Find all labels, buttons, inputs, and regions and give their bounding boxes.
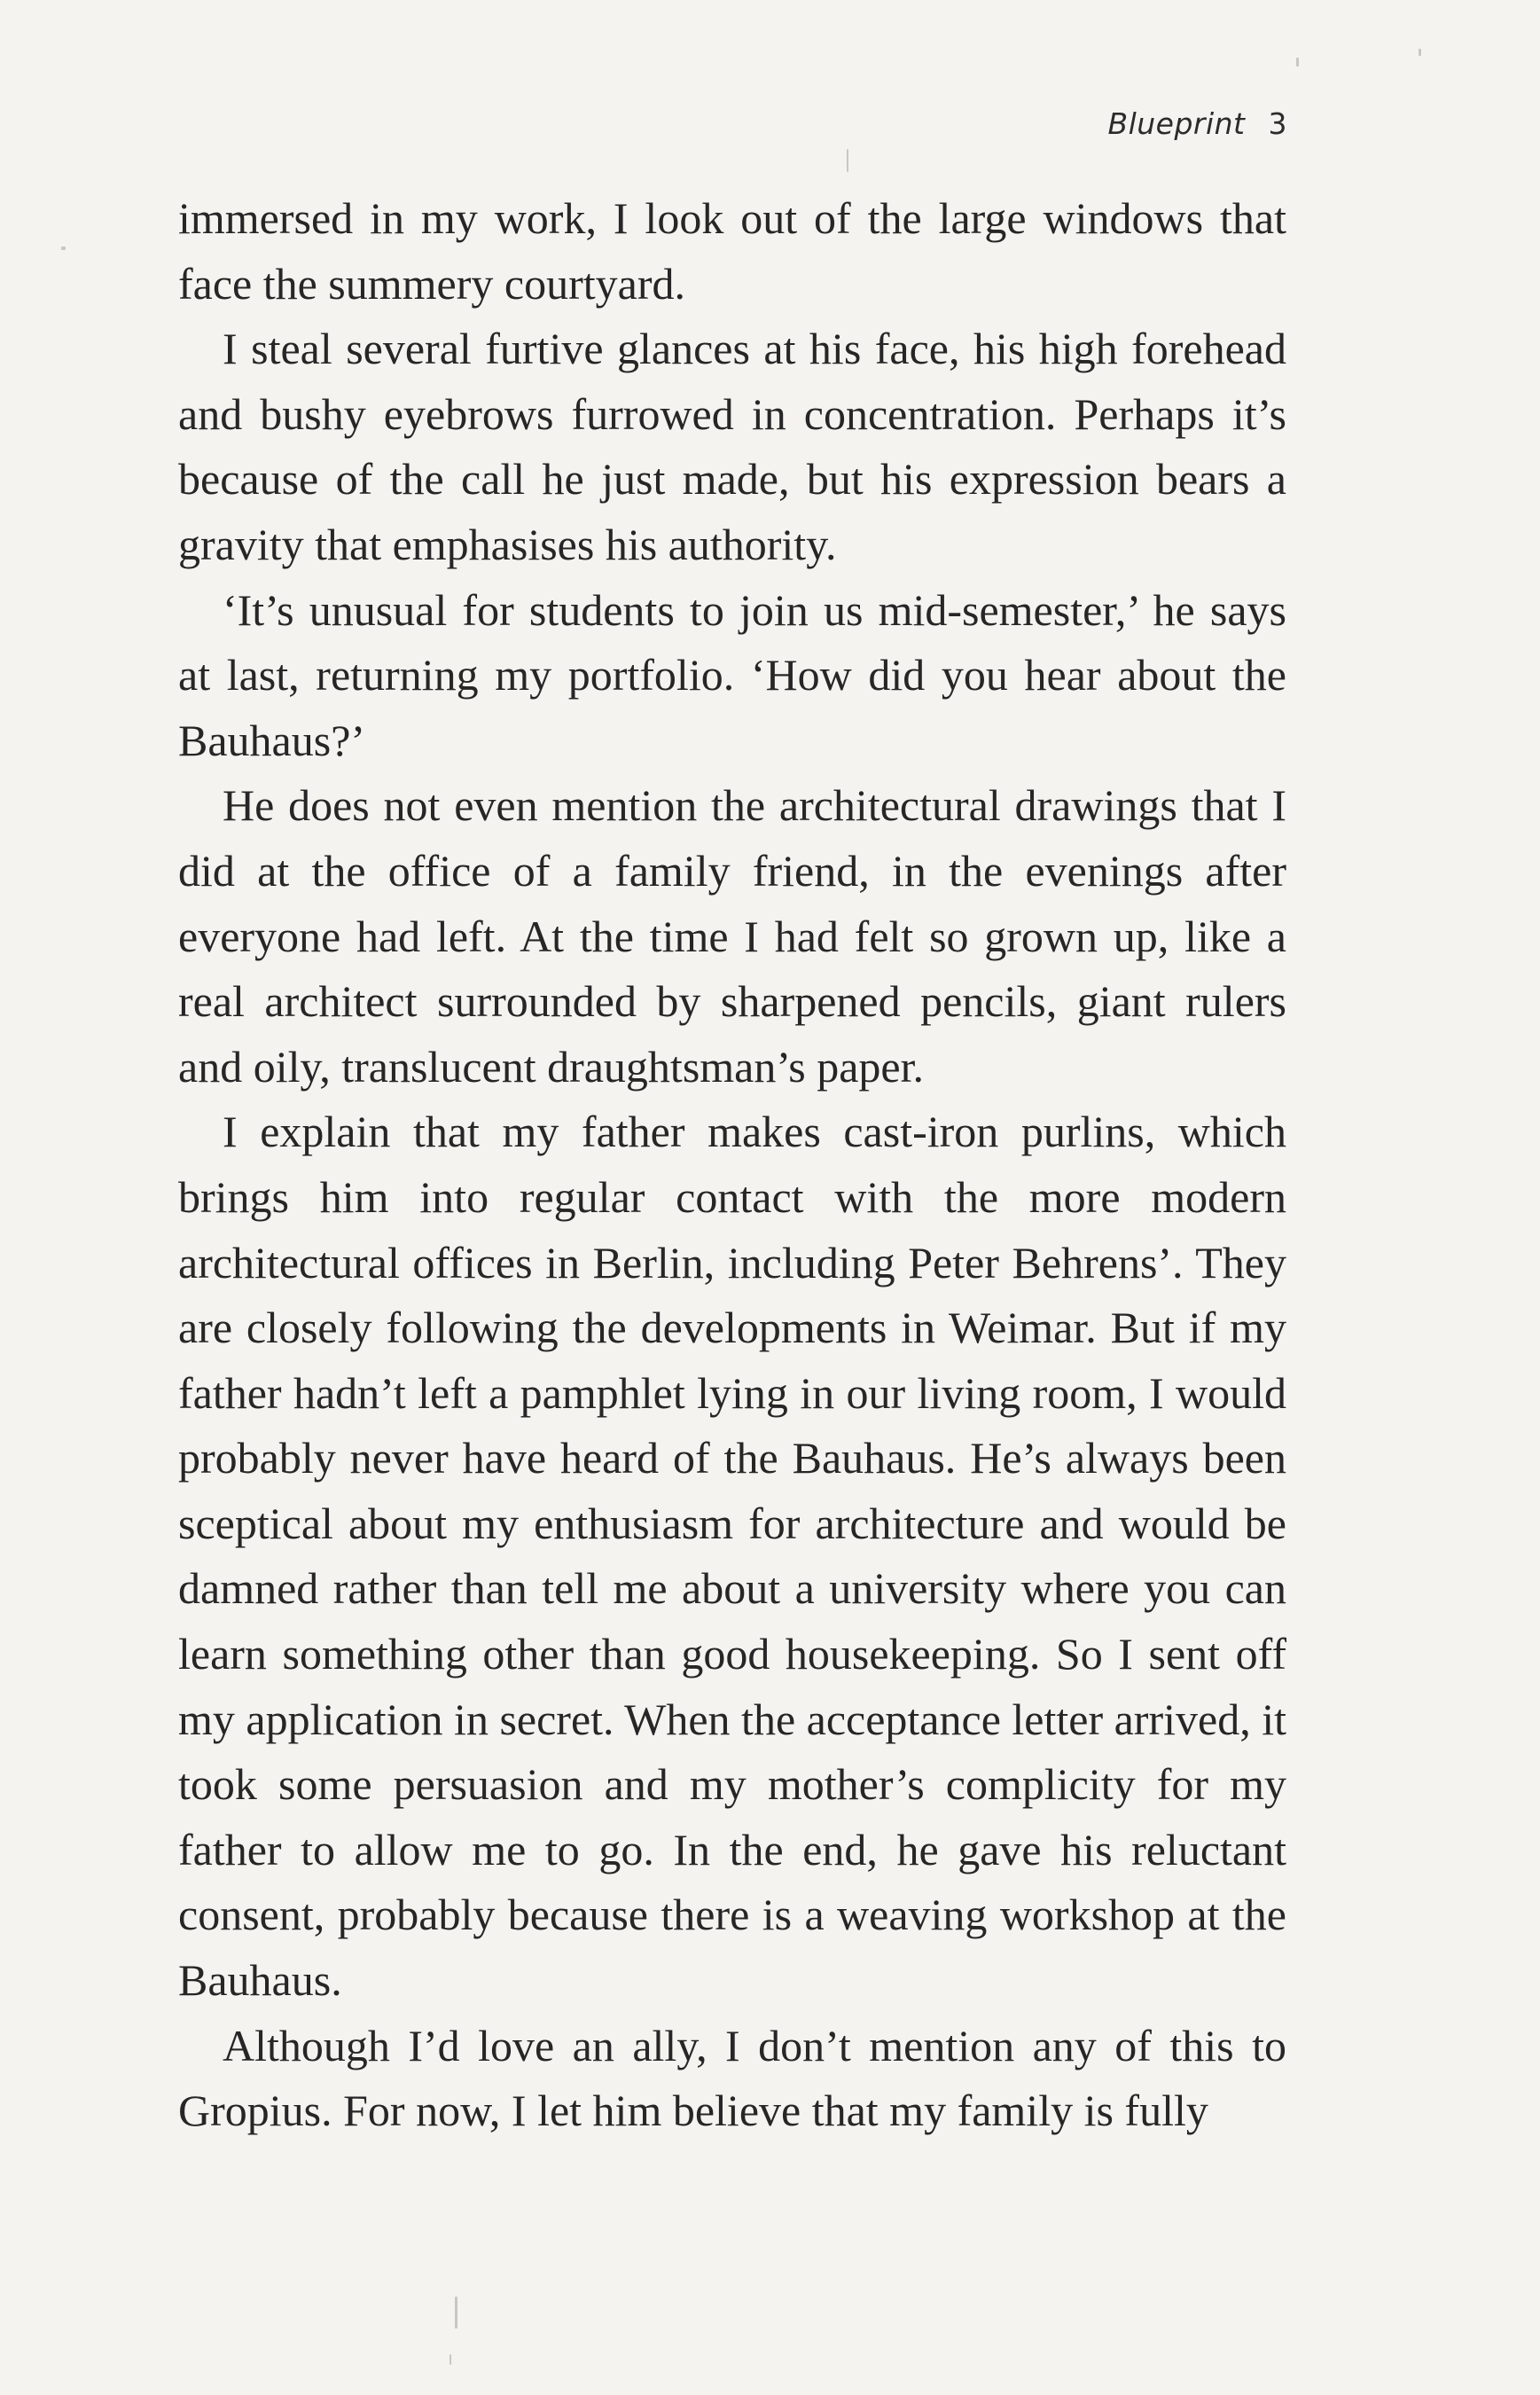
running-head-title: Blueprint — [1107, 106, 1246, 141]
scan-speck — [1419, 49, 1421, 56]
scan-speck — [455, 2297, 457, 2328]
scan-speck — [61, 247, 66, 250]
paragraph: Although I’d love an ally, I don’t mention any of this to Gropius. For now, I let him believe that my family is fully — [178, 2020, 1286, 2136]
scan-speck — [1296, 58, 1299, 67]
scan-speck — [449, 2354, 451, 2365]
running-head — [1107, 106, 1287, 141]
paragraph: I explain that my father makes cast-iron purlins, which brings him into regular contact with the more modern architectural offices in Berlin, including Peter Behrens’. They are closely following the developments in Weimar. But if my father hadn’t left a pamphlet lying in our living room, I would probably never have heard of the Bauhaus. He’s always been sceptical about my enthusiasm for architecture and would be damned rather than tell me about a university where you can learn something other than good housekeeping. So I sent off my application in secret. When the acceptance letter arrived, it took some persuasion and my mother’s complicity for my father to allow me to go. In the end, he gave his reluctant consent, probably because there is a weaving workshop at the Bauhaus. — [178, 1107, 1286, 2006]
paragraph: He does not even mention the architectural drawings that I did at the office of a family friend, in the evenings after everyone had left. At the time I had felt so grown up, like a real architect surrounded by sharpened pencils, giant rulers and oily, translucent draughtsman’s paper. — [178, 780, 1286, 1092]
paragraph: ‘It’s unusual for students to join us mid-semester,’ he says at last, returning my portfolio. ‘How did you hear about the Bauhaus?’ — [178, 584, 1286, 765]
scan-speck — [847, 149, 848, 172]
body-text — [178, 186, 1286, 2144]
page-number: 3 — [1268, 106, 1287, 141]
paragraph: immersed in my work, I look out of the large windows that face the summery courtyard. — [178, 193, 1286, 309]
paragraph: I steal several furtive glances at his face, his high forehead and bushy eyebrows furrowed in concentration. Perhaps it’s because of the call he just made, but his expression bears a gravity that emphasises his authority. — [178, 324, 1286, 569]
